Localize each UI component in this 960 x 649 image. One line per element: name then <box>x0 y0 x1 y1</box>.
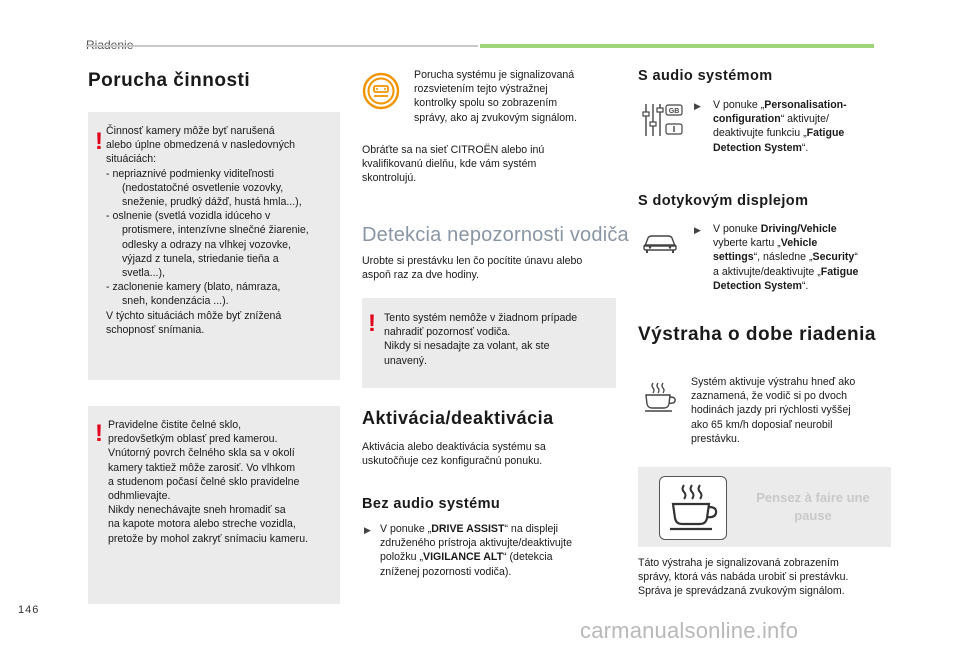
activation-text: Aktivácia alebo deaktivácia systému sa uskutočňuje cez konfiguračnú ponuku. <box>362 441 546 468</box>
no-audio-instructions: V ponuke „DRIVE ASSIST“ na displeji združeného prístroja aktivujte/deaktivujte položku „VIGILANCE ALT“ (detekcia zníženej pozornosti vodiča). <box>380 523 572 578</box>
header-rule <box>86 45 478 47</box>
fault-signal-text: Porucha systému je signalizovaná rozsvietením tejto výstražnej kontrolky spolu so zobrazením správy, ako aj zvukovým signálom. <box>414 69 577 124</box>
warning-exclamation-icon: ! <box>95 128 103 155</box>
contact-dealer-text: Obráťte sa na sieť CITROËN alebo inú kvalifikovanú dielňu, kde vám systém skontrolujú. <box>362 144 545 185</box>
watermark: carmanualsonline.info <box>580 618 799 643</box>
heading-detekcia: Detekcia nepozornosti vodiča <box>362 224 629 246</box>
bullet-arrow-icon: ▶ <box>694 101 701 111</box>
warning-text-windshield: Pravidelne čistite čelné sklo, predovšetkým oblasť pred kamerou. Vnútorný povrch čelného skla sa v okolí kamery taktiež môže zarosiť. Vo vlhkom a studenom počasí čelné sklo pravidelne odhmlievajte. Nikdy nenechávajte sneh hromadiť sa na kapote motora alebo streche vozidla, pretože by mohol zakryť snímaciu kameru. <box>108 419 309 545</box>
driving-time-text: Systém aktivuje výstrahu hneď ako zaznamená, že vodič si po dvoch hodinách jazdy pri rýchlosti vyššej ako 65 km/h doposiaľ neurobil prestávku. <box>691 376 856 445</box>
message-signal-text: Táto výstraha je signalizovaná zobrazením správy, ktorá vás nabáda urobiť si prestávku. Správa je sprevádzaná zvukovým signálom. <box>638 557 849 598</box>
warning-exclamation-icon: ! <box>368 310 376 337</box>
warning-text-camera: Činnosť kamery môže byť narušená alebo úplne obmedzená v nasledovných situáciách: - nepriaznivé podmienky viditeľnosti (nedostatočné osvetlenie vozovky, sneženie, prudký dážď, hustá hmla...), - oslnenie (svetlá vozidla idúceho v protismere, intenzívne slnečné žiarenie, odlesky a odrazy na vlhkej vozovke, výjazd z tunela, striedanie tieňa a svetla...), - zaclonenie kamery (blato, námraza, sneh, kondenzácia ...). V týchto situáciách môže byť znížená schopnosť snímania. <box>106 125 309 336</box>
heading-dotykovy: S dotykovým displejom <box>638 193 809 209</box>
heading-porucha: Porucha činnosti <box>88 70 251 91</box>
svg-text:GB: GB <box>668 108 680 115</box>
heading-vystraha: Výstraha o dobe riadenia <box>638 324 876 345</box>
driver-fatigue-warning-lamp-icon <box>362 72 400 110</box>
page-number: 146 <box>18 604 40 616</box>
dashboard-message-panel <box>638 467 891 547</box>
audio-settings-icon <box>640 102 684 138</box>
header-accent-rule <box>480 44 874 48</box>
break-advice-text: Urobte si prestávku len čo pocítite únavu alebo aspoň raz za dve hodiny. <box>362 255 583 282</box>
warning-box-camera <box>88 112 340 380</box>
display-coffee-icon <box>659 476 727 540</box>
warning-text-attention: Tento systém nemôže v žiadnom prípade nahradiť pozornosť vodiča. Nikdy si nesadajte za volant, ak ste unavený. <box>384 312 578 367</box>
warning-box-windshield <box>88 406 340 604</box>
warning-box-attention <box>362 298 616 388</box>
heading-s-audio: S audio systémom <box>638 68 773 84</box>
heading-bez-audio: Bez audio systému <box>362 496 501 512</box>
bullet-arrow-icon: ▶ <box>364 525 371 535</box>
display-message: Pensez à faire une pause <box>756 490 870 523</box>
warning-exclamation-icon: ! <box>95 420 103 447</box>
heading-aktivacia: Aktivácia/deaktivácia <box>362 408 554 428</box>
coffee-cup-icon <box>643 380 679 412</box>
touch-instructions: V ponuke Driving/Vehicle vyberte kartu „Vehicle settings“, následne „Security“ a aktivujte/deaktivujte „Fatigue Detection System“. <box>713 223 859 292</box>
car-icon <box>642 232 678 254</box>
audio-instructions: V ponuke „Personalisation- configuration“ aktivujte/ deaktivujte funkciu „Fatigue Detection System“. <box>713 99 847 154</box>
bullet-arrow-icon: ▶ <box>694 225 701 235</box>
